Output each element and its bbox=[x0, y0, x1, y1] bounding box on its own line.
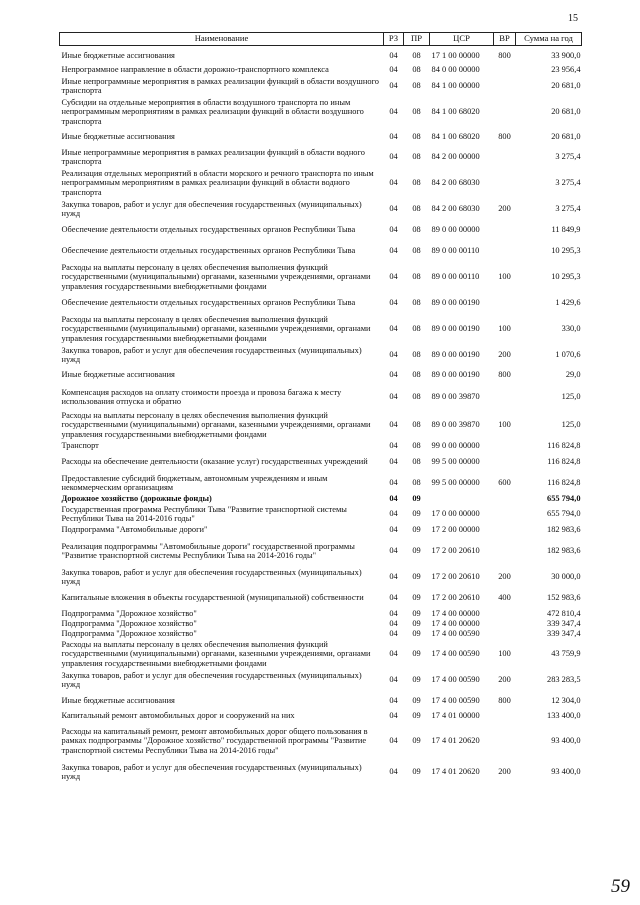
cell-vr: 200 bbox=[498, 204, 511, 214]
table-row bbox=[60, 97, 582, 128]
cell-pr: 08 bbox=[412, 152, 421, 162]
cell-name: Иные непрограммные мероприятия в рамках реализации функций в области водного транспорта bbox=[61, 147, 365, 166]
cell-vr: 800 bbox=[498, 695, 511, 705]
cell-rz: 04 bbox=[389, 246, 398, 256]
cell-pr: 09 bbox=[412, 618, 421, 628]
cell-rz: 04 bbox=[389, 178, 398, 188]
header-pr: ПР bbox=[404, 33, 430, 46]
table-row bbox=[60, 366, 582, 385]
table-row bbox=[60, 262, 582, 293]
cell-vr bbox=[494, 525, 516, 536]
cell-vr bbox=[494, 241, 516, 262]
corner-number: 59 bbox=[611, 876, 630, 897]
cell-pr: 09 bbox=[412, 649, 421, 659]
cell-csr: 84 1 00 68020 bbox=[431, 132, 480, 142]
cell-pr: 09 bbox=[412, 608, 421, 618]
cell-csr: 17 4 01 00000 bbox=[431, 710, 480, 720]
cell-rz: 04 bbox=[389, 618, 398, 628]
cell-rz: 04 bbox=[389, 493, 398, 503]
table-row bbox=[60, 314, 582, 345]
cell-rz: 04 bbox=[389, 50, 398, 60]
cell-csr: 17 2 00 20610 bbox=[431, 593, 480, 603]
table-row bbox=[60, 452, 582, 473]
cell-pr: 09 bbox=[412, 509, 421, 519]
cell-rz: 04 bbox=[389, 81, 398, 91]
cell-name: Расходы на выплаты персоналу в целях обеспечения выполнения функций государственными (муниципальными) органами, казенными учреждениями, органами управления государственными внебюджетными фондами bbox=[61, 410, 371, 439]
cell-name: Реализация подпрограммы "Автомобильные дороги" государственной программы "Развитие транспортной системы Республики Тыва на 2014-2016 годы" bbox=[61, 541, 355, 560]
cell-sum: 29,0 bbox=[565, 370, 581, 380]
table-row bbox=[60, 504, 582, 525]
table-row bbox=[60, 567, 582, 588]
cell-sum: 3 275,4 bbox=[555, 204, 581, 214]
cell-name: Обеспечение деятельности отдельных государственных органов Республики Тыва bbox=[61, 246, 356, 256]
cell-pr: 09 bbox=[412, 710, 421, 720]
cell-vr bbox=[494, 504, 516, 525]
cell-rz: 04 bbox=[389, 392, 398, 402]
page-number: 15 bbox=[568, 13, 578, 24]
cell-csr: 99 5 00 00000 bbox=[431, 457, 480, 467]
cell-pr: 08 bbox=[412, 441, 421, 451]
cell-sum: 116 824,8 bbox=[547, 478, 581, 488]
cell-rz: 04 bbox=[389, 546, 398, 556]
cell-vr: 200 bbox=[498, 572, 511, 582]
cell-name: Транспорт bbox=[61, 441, 99, 451]
cell-sum: 655 794,0 bbox=[547, 509, 581, 519]
cell-csr: 17 2 00 20610 bbox=[431, 546, 480, 556]
cell-pr: 08 bbox=[412, 107, 421, 117]
table-row bbox=[60, 410, 582, 441]
table-row bbox=[60, 168, 582, 199]
cell-rz: 04 bbox=[389, 350, 398, 360]
cell-name: Подпрограмма "Дорожное хозяйство" bbox=[61, 618, 197, 628]
cell-name: Обеспечение деятельности отдельных государственных органов Республики Тыва bbox=[61, 298, 356, 308]
cell-sum: 3 275,4 bbox=[555, 152, 581, 162]
cell-name: Государственная программа Республики Тыва "Развитие транспортной системы Республики Тыва на 2014-2016 годы" bbox=[61, 504, 347, 523]
cell-sum: 1 070,6 bbox=[555, 350, 581, 360]
cell-rz: 04 bbox=[389, 593, 398, 603]
cell-rz: 04 bbox=[389, 509, 398, 519]
table-body bbox=[60, 46, 582, 783]
cell-csr: 89 0 00 00190 bbox=[431, 370, 480, 380]
cell-rz: 04 bbox=[389, 736, 398, 746]
table-row bbox=[60, 639, 582, 670]
table-row bbox=[60, 199, 582, 220]
cell-name: Реализация отдельных мероприятий в области морского и речного транспорта по иным непрограммным мероприятиям в рамках реализации функций в области водного транспорта bbox=[61, 168, 374, 197]
table-row bbox=[60, 525, 582, 536]
cell-sum: 116 824,8 bbox=[547, 441, 581, 451]
cell-csr: 89 0 00 00110 bbox=[431, 246, 480, 256]
cell-vr: 800 bbox=[498, 132, 511, 142]
cell-vr: 800 bbox=[498, 370, 511, 380]
cell-csr bbox=[430, 494, 494, 504]
cell-name: Компенсация расходов на оплату стоимости проезда и провоза багажа к месту использования отпуска и обратно bbox=[61, 387, 342, 406]
cell-sum: 93 400,0 bbox=[551, 767, 581, 777]
cell-name: Закупка товаров, работ и услуг для обеспечения государственных (муниципальных) нужд bbox=[61, 762, 362, 781]
cell-csr: 84 1 00 00000 bbox=[431, 81, 480, 91]
cell-csr: 17 1 00 00000 bbox=[431, 50, 480, 60]
cell-sum: 125,0 bbox=[561, 420, 581, 430]
cell-vr bbox=[494, 721, 516, 762]
header-vr: ВР bbox=[494, 33, 516, 46]
cell-pr: 08 bbox=[412, 457, 421, 467]
cell-csr: 17 4 00 00590 bbox=[431, 675, 480, 685]
cell-rz: 04 bbox=[389, 370, 398, 380]
cell-pr: 08 bbox=[412, 246, 421, 256]
cell-sum: 20 681,0 bbox=[551, 107, 581, 117]
cell-vr: 100 bbox=[498, 272, 511, 282]
cell-csr: 17 0 00 00000 bbox=[431, 509, 480, 519]
cell-name: Закупка товаров, работ и услуг для обеспечения государственных (муниципальных) нужд bbox=[61, 345, 362, 364]
cell-sum: 472 810,4 bbox=[547, 608, 581, 618]
cell-rz: 04 bbox=[389, 675, 398, 685]
cell-vr bbox=[494, 97, 516, 128]
table-row bbox=[60, 670, 582, 691]
table-row bbox=[60, 536, 582, 567]
cell-rz: 04 bbox=[389, 272, 398, 282]
cell-vr: 400 bbox=[498, 593, 511, 603]
cell-name: Непрограммное направление в области дорожно-транспортного комплекса bbox=[61, 65, 329, 75]
header-csr: ЦСР bbox=[430, 33, 494, 46]
cell-name: Закупка товаров, работ и услуг для обеспечения государственных (муниципальных) нужд bbox=[61, 670, 362, 689]
budget-table bbox=[59, 32, 582, 783]
cell-pr: 09 bbox=[412, 767, 421, 777]
cell-sum: 655 794,0 bbox=[547, 493, 581, 503]
cell-rz: 04 bbox=[389, 628, 398, 638]
cell-name: Иные непрограммные мероприятия в рамках реализации функций в области воздушного транспорта bbox=[61, 76, 379, 95]
table-row bbox=[60, 76, 582, 97]
cell-name: Расходы на выплаты персоналу в целях обеспечения выполнения функций государственными (муниципальными) органами, казенными учреждениями, органами управления государственными внебюджетными фондами bbox=[61, 314, 371, 343]
cell-sum: 339 347,4 bbox=[547, 628, 581, 638]
table-row bbox=[60, 588, 582, 609]
table-row bbox=[60, 65, 582, 76]
cell-pr: 08 bbox=[412, 298, 421, 308]
table-row bbox=[60, 385, 582, 410]
cell-csr: 17 4 01 20620 bbox=[431, 736, 480, 746]
cell-pr: 08 bbox=[412, 324, 421, 334]
cell-name: Иные бюджетные ассигнования bbox=[61, 132, 175, 142]
cell-vr: 100 bbox=[498, 420, 511, 430]
cell-sum: 43 759,9 bbox=[551, 649, 581, 659]
cell-pr: 09 bbox=[412, 695, 421, 705]
table-row bbox=[60, 721, 582, 762]
cell-vr bbox=[494, 168, 516, 199]
table-row bbox=[60, 473, 582, 494]
cell-name: Обеспечение деятельности отдельных государственных органов Республики Тыва bbox=[61, 225, 356, 235]
cell-sum: 330,0 bbox=[561, 324, 581, 334]
cell-vr bbox=[494, 629, 516, 639]
cell-sum: 116 824,8 bbox=[547, 457, 581, 467]
cell-sum: 283 283,5 bbox=[547, 675, 581, 685]
cell-name: Расходы на выплаты персоналу в целях обеспечения выполнения функций государственными (муниципальными) органами, казенными учреждениями, органами управления государственными внебюджетными фондами bbox=[61, 262, 371, 291]
cell-sum: 11 849,9 bbox=[551, 225, 581, 235]
cell-vr: 200 bbox=[498, 767, 511, 777]
cell-rz: 04 bbox=[389, 649, 398, 659]
cell-name: Подпрограмма "Дорожное хозяйство" bbox=[61, 628, 197, 638]
cell-csr: 89 0 00 39870 bbox=[431, 420, 480, 430]
header-sum: Сумма на год bbox=[516, 33, 582, 46]
cell-name: Расходы на капитальный ремонт, ремонт автомобильных дорог общего пользования в рамках подпрограммы "Дорожное хозяйство" государственной программы "Развитие транспортной системы Республики Тыва на 2014-2016 годы" bbox=[61, 726, 368, 755]
cell-csr: 89 0 00 00110 bbox=[431, 272, 480, 282]
cell-pr: 08 bbox=[412, 178, 421, 188]
table-row bbox=[60, 345, 582, 366]
cell-pr: 09 bbox=[412, 593, 421, 603]
cell-vr: 200 bbox=[498, 675, 511, 685]
cell-rz: 04 bbox=[389, 478, 398, 488]
cell-rz: 04 bbox=[389, 132, 398, 142]
cell-sum: 23 956,4 bbox=[551, 65, 581, 75]
cell-vr bbox=[494, 494, 516, 504]
cell-vr bbox=[494, 536, 516, 567]
table-row bbox=[60, 147, 582, 168]
cell-vr bbox=[494, 147, 516, 168]
cell-csr: 89 0 00 00000 bbox=[431, 225, 480, 235]
cell-pr: 08 bbox=[412, 392, 421, 402]
cell-vr: 100 bbox=[498, 324, 511, 334]
cell-vr bbox=[494, 441, 516, 452]
cell-vr bbox=[494, 76, 516, 97]
header-rz: РЗ bbox=[384, 33, 404, 46]
table-row bbox=[60, 762, 582, 783]
cell-vr: 600 bbox=[498, 478, 511, 488]
cell-rz: 04 bbox=[389, 608, 398, 618]
cell-sum: 10 295,3 bbox=[551, 246, 581, 256]
cell-vr: 800 bbox=[498, 50, 511, 60]
cell-sum: 93 400,0 bbox=[551, 736, 581, 746]
cell-vr bbox=[494, 385, 516, 410]
cell-vr bbox=[494, 711, 516, 721]
cell-pr: 08 bbox=[412, 204, 421, 214]
cell-name: Расходы на выплаты персоналу в целях обеспечения выполнения функций государственными (муниципальными) органами, казенными учреждениями, органами управления государственными внебюджетными фондами bbox=[61, 639, 371, 668]
cell-csr: 17 4 00 00000 bbox=[431, 608, 480, 618]
cell-sum: 20 681,0 bbox=[551, 81, 581, 91]
cell-csr: 84 2 00 00000 bbox=[431, 152, 480, 162]
cell-sum: 33 900,0 bbox=[551, 50, 581, 60]
cell-sum: 12 304,0 bbox=[551, 695, 581, 705]
cell-name: Дорожное хозяйство (дорожные фонды) bbox=[61, 493, 212, 503]
cell-vr bbox=[494, 220, 516, 241]
cell-pr: 09 bbox=[412, 628, 421, 638]
cell-pr: 09 bbox=[412, 572, 421, 582]
cell-sum: 182 983,6 bbox=[547, 525, 581, 535]
cell-pr: 08 bbox=[412, 65, 421, 75]
table-row bbox=[60, 293, 582, 314]
cell-vr bbox=[494, 452, 516, 473]
cell-pr: 08 bbox=[412, 420, 421, 430]
cell-name: Закупка товаров, работ и услуг для обеспечения государственных (муниципальных) нужд bbox=[61, 567, 362, 586]
cell-rz: 04 bbox=[389, 441, 398, 451]
table-row bbox=[60, 691, 582, 711]
header-name: Наименование bbox=[60, 33, 384, 46]
cell-csr: 17 2 00 00000 bbox=[431, 525, 480, 535]
cell-csr: 17 4 00 00590 bbox=[431, 628, 480, 638]
cell-pr: 08 bbox=[412, 132, 421, 142]
cell-rz: 04 bbox=[389, 420, 398, 430]
cell-sum: 30 000,0 bbox=[551, 572, 581, 582]
cell-pr: 09 bbox=[412, 675, 421, 685]
table-header-row bbox=[60, 33, 582, 46]
cell-csr: 89 0 00 00190 bbox=[431, 324, 480, 334]
cell-sum: 125,0 bbox=[561, 392, 581, 402]
cell-pr: 08 bbox=[412, 50, 421, 60]
table-row bbox=[60, 220, 582, 241]
cell-name: Иные бюджетные ассигнования bbox=[61, 50, 175, 60]
cell-name: Подпрограмма "Автомобильные дороги" bbox=[61, 525, 208, 535]
cell-rz: 04 bbox=[389, 710, 398, 720]
cell-vr bbox=[494, 609, 516, 619]
cell-csr: 89 0 00 39870 bbox=[431, 392, 480, 402]
cell-vr bbox=[494, 293, 516, 314]
cell-pr: 08 bbox=[412, 350, 421, 360]
cell-sum: 133 400,0 bbox=[547, 710, 581, 720]
cell-csr: 84 1 00 68020 bbox=[431, 107, 480, 117]
cell-rz: 04 bbox=[389, 572, 398, 582]
cell-csr: 89 0 00 00190 bbox=[431, 298, 480, 308]
cell-csr: 17 4 01 20620 bbox=[431, 767, 480, 777]
cell-csr: 17 4 00 00000 bbox=[431, 618, 480, 628]
table-row bbox=[60, 619, 582, 629]
cell-sum: 10 295,3 bbox=[551, 272, 581, 282]
cell-rz: 04 bbox=[389, 65, 398, 75]
cell-csr: 84 2 00 68030 bbox=[431, 178, 480, 188]
table-row bbox=[60, 441, 582, 452]
cell-sum: 339 347,4 bbox=[547, 618, 581, 628]
cell-name: Предоставление субсидий бюджетным, автономным учреждениям и иным некоммерческим организациям bbox=[61, 473, 328, 492]
cell-csr: 99 0 00 00000 bbox=[431, 441, 480, 451]
cell-pr: 09 bbox=[412, 546, 421, 556]
table-row bbox=[60, 494, 582, 504]
cell-pr: 09 bbox=[412, 736, 421, 746]
cell-name: Иные бюджетные ассигнования bbox=[61, 695, 175, 705]
cell-pr: 09 bbox=[412, 525, 421, 535]
cell-vr bbox=[494, 619, 516, 629]
cell-sum: 3 275,4 bbox=[555, 178, 581, 188]
cell-name: Иные бюджетные ассигнования bbox=[61, 370, 175, 380]
cell-csr: 17 2 00 20610 bbox=[431, 572, 480, 582]
cell-rz: 04 bbox=[389, 298, 398, 308]
cell-sum: 152 983,6 bbox=[547, 593, 581, 603]
cell-vr bbox=[494, 65, 516, 76]
cell-rz: 04 bbox=[389, 324, 398, 334]
cell-name: Субсидии на отдельные мероприятия в области воздушного транспорта по иным непрограммным мероприятиям в рамках реализации функций в области воздушного транспорта bbox=[61, 97, 364, 126]
cell-name: Капитальный ремонт автомобильных дорог и сооружений на них bbox=[61, 710, 295, 720]
cell-pr: 08 bbox=[412, 225, 421, 235]
cell-name: Расходы на обеспечение деятельности (оказание услуг) государственных учреждений bbox=[61, 457, 368, 467]
table-row bbox=[60, 609, 582, 619]
cell-rz: 04 bbox=[389, 107, 398, 117]
cell-sum: 20 681,0 bbox=[551, 132, 581, 142]
cell-name: Подпрограмма "Дорожное хозяйство" bbox=[61, 608, 197, 618]
cell-csr: 17 4 00 00590 bbox=[431, 695, 480, 705]
cell-csr: 99 5 00 00000 bbox=[431, 478, 480, 488]
cell-name: Закупка товаров, работ и услуг для обеспечения государственных (муниципальных) нужд bbox=[61, 199, 362, 218]
table-row bbox=[60, 128, 582, 147]
cell-rz: 04 bbox=[389, 204, 398, 214]
cell-rz: 04 bbox=[389, 225, 398, 235]
cell-rz: 04 bbox=[389, 457, 398, 467]
table-row bbox=[60, 629, 582, 639]
cell-pr: 08 bbox=[412, 81, 421, 91]
cell-csr: 89 0 00 00190 bbox=[431, 350, 480, 360]
cell-vr: 200 bbox=[498, 350, 511, 360]
cell-pr: 08 bbox=[412, 478, 421, 488]
cell-rz: 04 bbox=[389, 767, 398, 777]
table-row bbox=[60, 46, 582, 65]
cell-pr: 09 bbox=[412, 493, 421, 503]
cell-pr: 08 bbox=[412, 272, 421, 282]
cell-csr: 84 0 00 00000 bbox=[431, 65, 480, 75]
cell-sum: 182 983,6 bbox=[547, 546, 581, 556]
cell-name: Капитальные вложения в объекты государственной (муниципальной) собственности bbox=[61, 593, 364, 603]
table-row bbox=[60, 241, 582, 262]
cell-csr: 17 4 00 00590 bbox=[431, 649, 480, 659]
cell-csr: 84 2 00 68030 bbox=[431, 204, 480, 214]
table-row bbox=[60, 711, 582, 721]
cell-sum: 1 429,6 bbox=[555, 298, 581, 308]
cell-pr: 08 bbox=[412, 370, 421, 380]
cell-vr: 100 bbox=[498, 649, 511, 659]
cell-rz: 04 bbox=[389, 152, 398, 162]
cell-rz: 04 bbox=[389, 525, 398, 535]
cell-rz: 04 bbox=[389, 695, 398, 705]
